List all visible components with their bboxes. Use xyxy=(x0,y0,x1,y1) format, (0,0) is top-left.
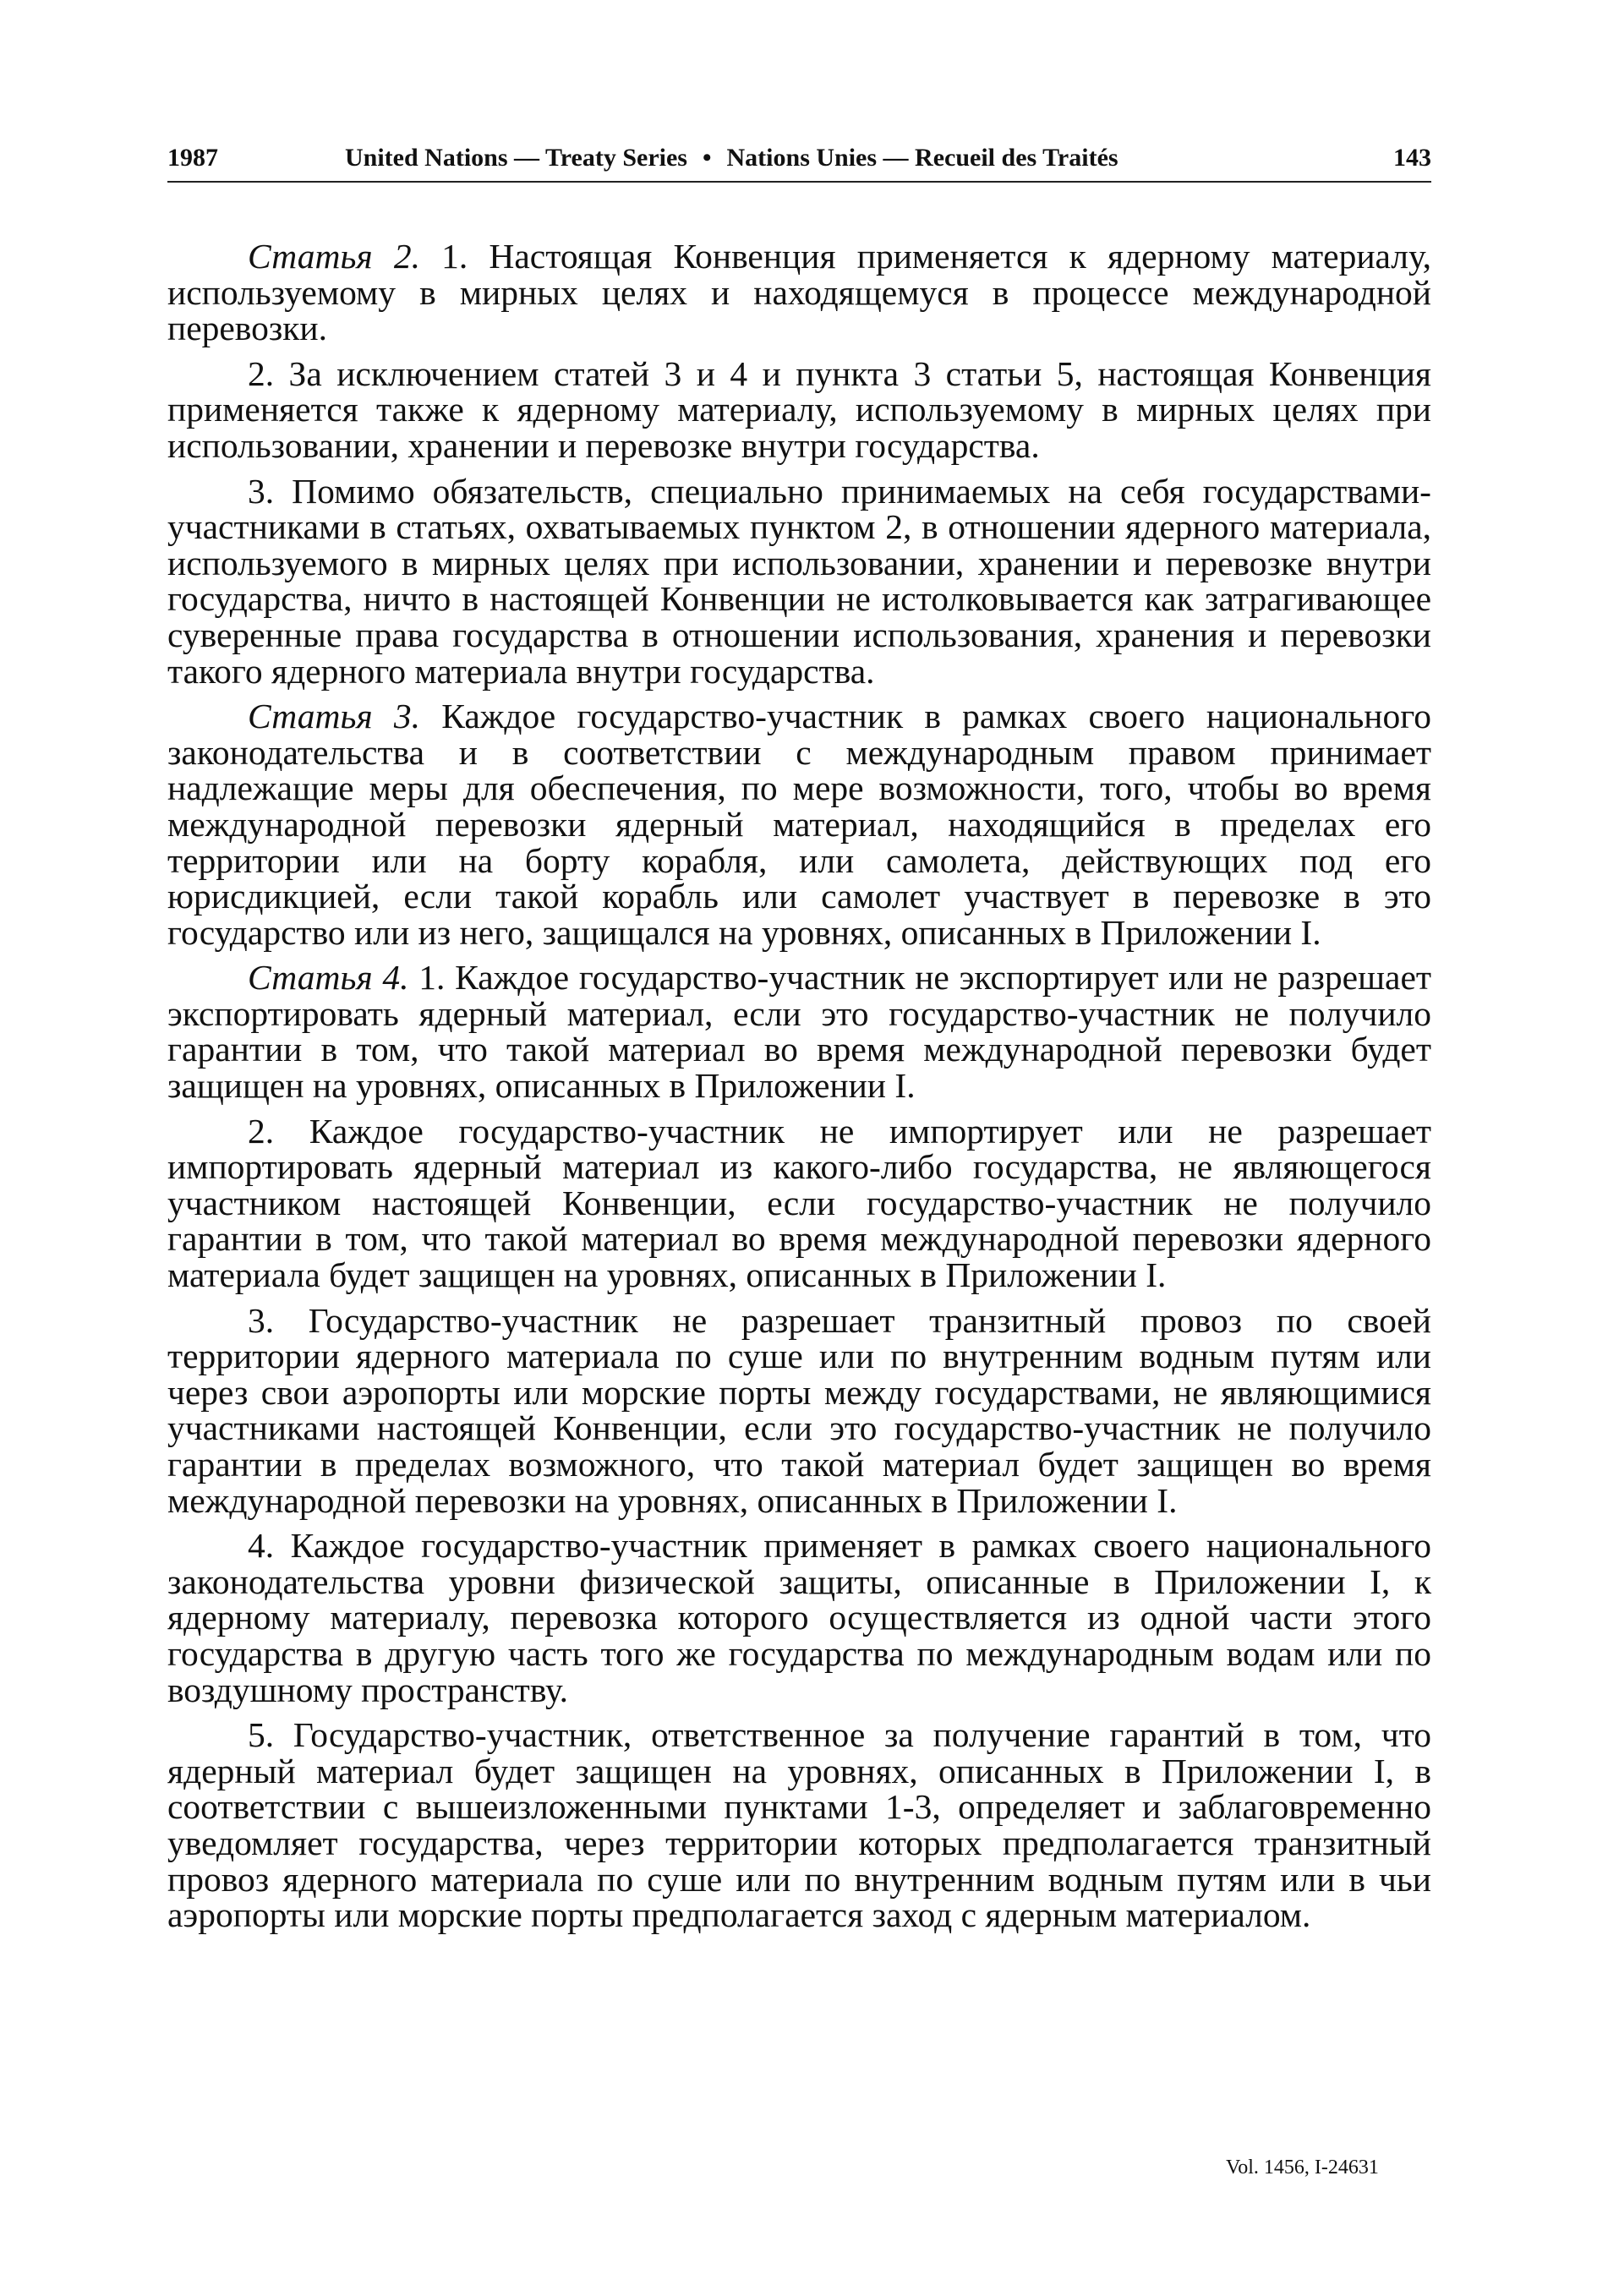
paragraph-art4-1 xyxy=(167,958,1431,1106)
paragraph-text: 4. Каждое государство-участник применяет в рамках своего национального законодательства уровни физической защиты, описанные в Приложении I, к ядерному материалу, перевозка которого осуществляется из одной части этого государства в другую часть того же государства по международным водам или по воздушному пространству. xyxy=(167,1526,1431,1709)
running-header xyxy=(167,139,1431,183)
header-page-number: 143 xyxy=(1393,144,1431,172)
header-series-fr: Nations Unies — Recueil des Traités xyxy=(726,144,1118,172)
paragraph-text: 2. Каждое государство-участник не импортирует или не разрешает импортировать ядерный материал из какого-либо государства, не являющегося участником настоящей Конвенции, если государство-участник не получило гарантии в том, что такой материал во время международной перевозки ядерного материала будет защищен на уровнях, описанных в Приложении I. xyxy=(167,1111,1431,1295)
paragraph-text: Каждое государство-участник в рамках своего национального законодательства и в соответствии с международным правом принимает надлежащие меры для обеспечения, по мере возможности, того, чтобы во время международной перевозки ядерный материал, находящийся в пределах его территории или на борту корабля, или самолета, действующих под его юрисдикцией, если такой корабль или самолет участвует в перевозке в это государство или из него, защищался на уровнях, описанных в Приложении I. xyxy=(167,697,1431,952)
paragraph-art4-2 xyxy=(167,1113,1431,1293)
paragraph-text: 3. Государство-участник не разрешает транзитный провоз по своей территории ядерного материала по суше или по внутренним водным путям или через свои аэропорты или морские порты между государствами, не являющимися участниками настоящей Конвенции, если это государство-участник не получило гарантии в пределах возможного, что такой материал будет защищен во время международной перевозки на уровнях, описанных в Приложении I. xyxy=(167,1300,1431,1520)
paragraph-art4-3 xyxy=(167,1300,1431,1520)
paragraph-text: 5. Государство-участник, ответственное за получение гарантий в том, что ядерный материал будет защищен на уровнях, описанных в Приложении I, в соответствии с вышеизложенными пунктами 1-3, определяет и заблаговременно уведомляет государства, через территории которых предполагается транзитный провоз ядерного материала по суше или по внутренним водным путям или в чьи аэропорты или морские порты предполагается заход с ядерным материалом. xyxy=(167,1715,1431,1935)
article-label: Статья 4. xyxy=(248,958,409,998)
paragraph-text: 3. Помимо обязательств, специально принимаемых на себя государствами-участниками в статьях, охватываемых пунктом 2, в отношении ядерного материала, используемого в мирных целях при использовании, хранении и перевозке внутри государства, ничто в настоящей Конвенции не истолковывается как затрагивающее суверенные права государства в отношении использования, хранения и перевозки такого ядерного материала внутри государства. xyxy=(167,471,1431,691)
paragraph-text: 1. Настоящая Конвенция применяется к ядерному материалу, используемому в мирных целях и находящемуся в процессе международной перевозки. xyxy=(167,237,1431,348)
volume-reference: Vol. 1456, I-24631 xyxy=(1226,2157,1379,2178)
article-label: Статья 2. xyxy=(248,237,420,276)
paragraph-art4-5 xyxy=(167,1717,1431,1933)
paragraph-text: 2. За исключением статей 3 и 4 и пункта 3 статьи 5, настоящая Конвенция применяется также к ядерному материалу, используемому в мирных целях при использовании, хранении и перевозке внутри государства. xyxy=(167,353,1431,465)
article-label: Статья 3. xyxy=(248,697,420,736)
header-separator: • xyxy=(703,144,712,172)
paragraph-art3 xyxy=(167,698,1431,950)
paragraph-art2-3 xyxy=(167,473,1431,690)
header-series-en: United Nations — Treaty Series xyxy=(345,144,687,172)
paragraph-text: 1. Каждое государство-участник не экспортирует или не разрешает экспортировать ядерный материал, если это государство-участник не получило гарантии в том, что такой материал во время международной перевозки будет защищен на уровнях, описанных в Приложении I. xyxy=(167,958,1431,1106)
paragraph-art2-2 xyxy=(167,353,1431,465)
document-body xyxy=(167,238,1431,1943)
paragraph-art4-4 xyxy=(167,1528,1431,1708)
header-year: 1987 xyxy=(167,144,218,172)
paragraph-art2-1 xyxy=(167,238,1431,347)
header-series-title xyxy=(345,144,1118,172)
